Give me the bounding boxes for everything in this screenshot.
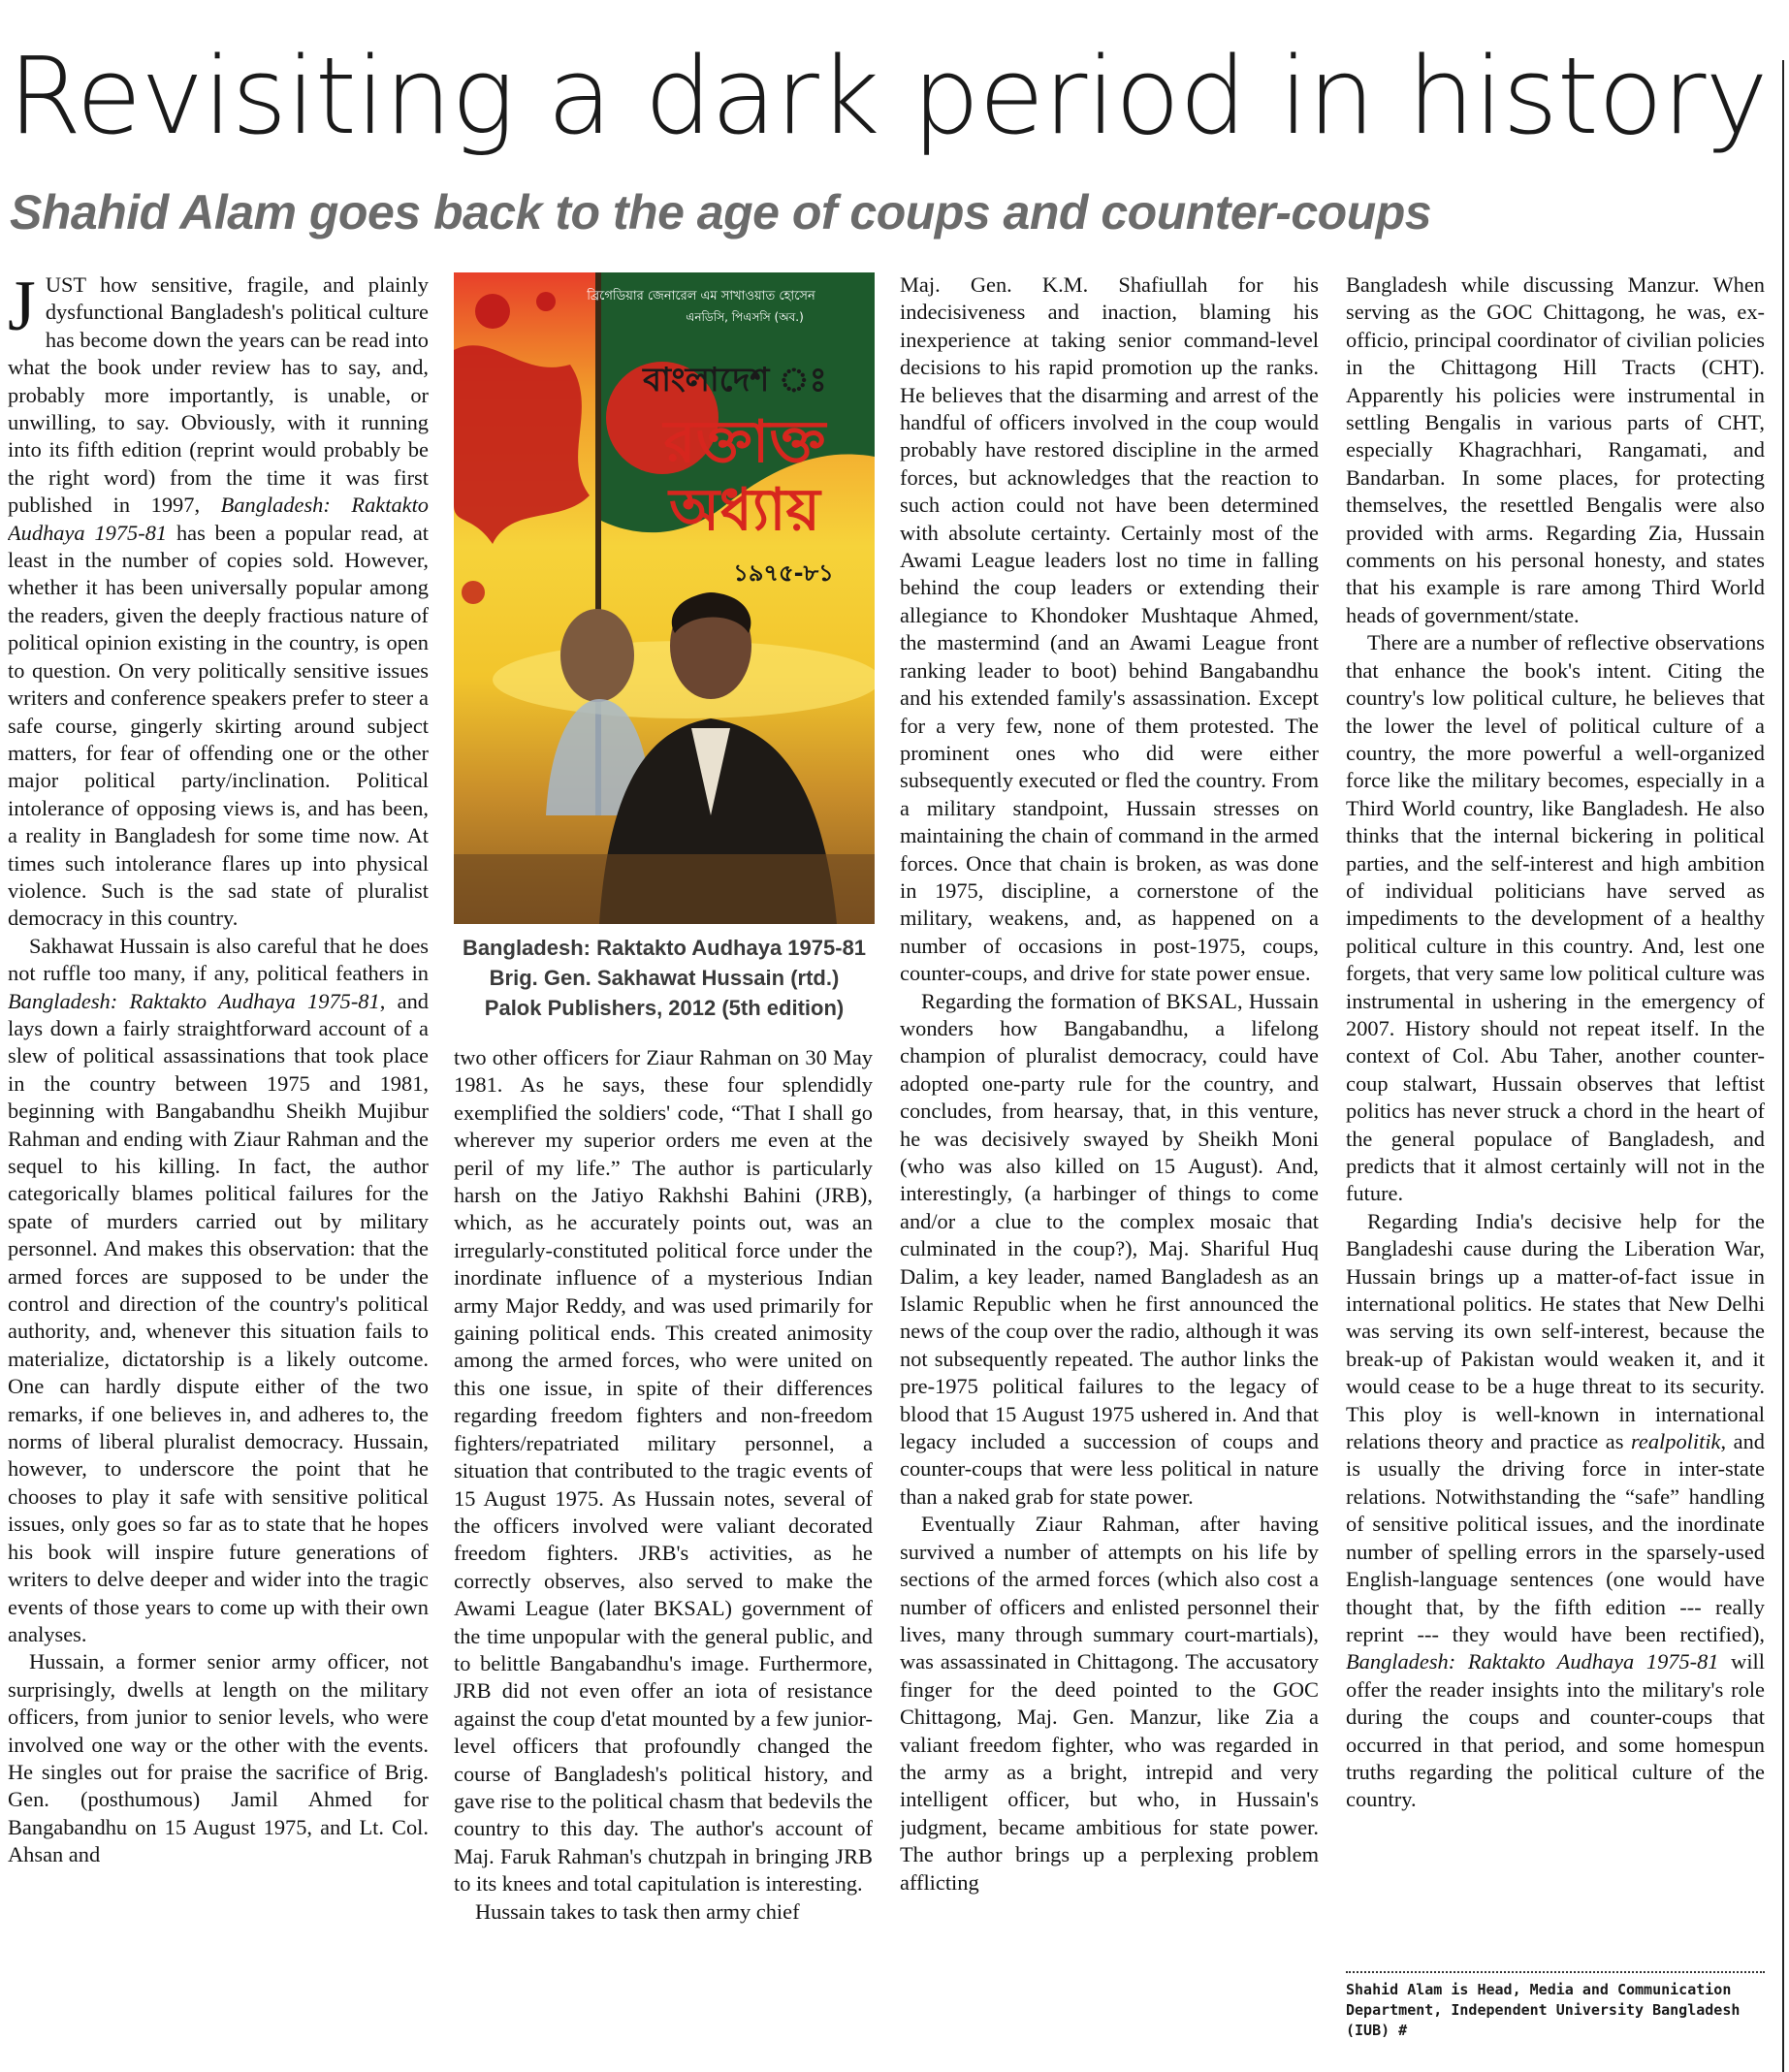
text-run: , and lays down a fairly straightforward account of a slew of political assassinations that took place in the country between 1975 and 1981, beginning with Bangabandhu Sheikh Mujibur Rahman and ending with Ziaur Rahman and the sequel to his killing. In fact, the author categorically blames political failures for the spate of murders carried out by military personnel. And makes this observation: that the armed forces are supposed to be under the control and direction of the country's political authority, and, whenever this situation fails to materialize, dictatorship is a likely outcome. One can hardly dispute either of the two remarks, if one believes in, and adheres to, the norms of liberal pluralist democracy. Hussain, however, to underscore the point that he chooses to play it safe with sensitive political issues, only goes so far as to state that he hopes his book will inspire future generations of writers to delve deeper and wider into the tragic events of those years to come up with their own analyses. [8, 988, 429, 1646]
cover-title-line-3: অধ্যায় [669, 476, 820, 544]
book-title: Bangladesh: Raktakto Audhaya 1975-81 [8, 988, 380, 1013]
article-column-3 [900, 271, 1319, 2065]
page-edge-rule [1782, 60, 1784, 2072]
cover-title-line-2: রক্তাক্ত [663, 408, 826, 476]
caption-line-1: Bangladesh: Raktakto Audhaya 1975-81 [462, 936, 867, 960]
paragraph-5: Hussain takes to task then army chief [475, 1898, 800, 1924]
cover-author-sub-text: এনডিসি, পিএসসি (অব.) [686, 310, 804, 324]
text-run: , and is usually the driving force in inter-state relations. Notwithstanding the “safe” handling of sensitive political issues, and the inordinate number of spelling errors in the sparsely-used English-language sentences (one would have thought that, by the fifth edition --- really reprint --- they would have been rectified), [1346, 1429, 1765, 1646]
headline: Revisiting a dark period in history [8, 34, 1768, 158]
paragraph-10: There are a number of reflective observations that enhance the book's intent. Citing the country's low political culture, he believes that the lower the level of political culture of a country, the more powerful a well-organized force like the military becomes, especially in a Third World country, like Bangladesh. He also thinks that the internal bickering in political parties, and the self-interest and high ambition of individual politicians have served as impediments to the development of a healthy political culture in this country. And, lest one forgets, that very same low political culture was instrumental in ushering in the emergency of 2007. History should not repeat itself. In the context of Col. Abu Taher, another counter-coup stalwart, Hussain observes that leftist politics has never struck a chord in the heart of the general populace of Bangladesh, and predicts that it almost certainly will not in the future. [1346, 630, 1765, 1206]
book-cover-illustration [454, 272, 875, 924]
caption-line-2: Brig. Gen. Sakhawat Hussain (rtd.) [489, 966, 840, 990]
cover-author-text: ব্রিগেডিয়ার জেনারেল এম সাখাওয়াত হোসেন [587, 289, 815, 303]
text-run: will offer the reader insights into the military's role during the coups and counter-coups that occurred in that period, and some homespun truths regarding the political culture of the country. [1346, 1649, 1765, 1812]
drop-cap: J [8, 271, 36, 346]
byline-divider [1346, 1971, 1765, 1973]
text-run: Regarding India's decisive help for the Bangladeshi cause during the Liberation War, Hussain brings up a matter-of-fact issue in international politics. He states that New Delhi was serving its own self-interest, because the break-up of Pakistan would weaken it, and it would cease to be a huge threat to its security. This ploy is well-known in international relations theory and practice as [1346, 1208, 1765, 1454]
book-title: Bangladesh: Raktakto Audhaya 1975-81 [8, 493, 429, 545]
caption-line-3: Palok Publishers, 2012 (5th edition) [484, 996, 845, 1020]
paragraph-1 [8, 271, 429, 933]
paragraph-7: Regarding the formation of BKSAL, Hussain wonders how Bangabandhu, a lifelong champion of pluralist democracy, could have adopted one-party rule for the country, and concludes, from hearsay, that, in this venture, he was decisively swayed by Sheikh Moni (who was also killed on 15 August). And, interestingly, (a harbinger of things to come and/or a clue to the complex mosaic that culminated in the coup?), Maj. Shariful Huq Dalim, a key leader, named Bangladesh as an Islamic Republic when he first announced the news of the coup over the radio, although it was not subsequently repeated. The author links the pre-1975 political failures to the legacy of blood that 15 August 1975 ushered in. And that legacy included a succession of coups and counter-coups that were less political in nature than a naked grab for state power. [900, 988, 1319, 1509]
paragraph-6: Maj. Gen. K.M. Shafiullah for his indecisiveness and inaction, blaming his inexperience at taking senior command-level decisions to his rapid promotion up the ranks. He believes that the disarming and arrest of the handful of officers involved in the coup would probably have restored discipline in the armed forces, but acknowledges that the reaction to such action could not have been determined with absolute certainty. Certainly most of the Awami League leaders lost no time in falling behind the coup leaders or extending their allegiance to Khondoker Mushtaque Ahmed, the mastermind (and an Awami League front ranking leader to boot) behind Bangabandhu and his extended family's assassination. Except for a very few, none of them protested. The prominent ones who did were either subsequently executed or fled the country. From a military standpoint, Hussain stresses on maintaining the chain of command in the armed forces. Once that chain is broken, as was done in 1975, discipline, a cornerstone of the military, weakens, and, as happened on a number of occasions in post-1975, coups, counter-coups, and drive for state power ensue. [900, 272, 1319, 986]
paragraph-4: two other officers for Ziaur Rahman on 30 May 1981. As he says, these four splendidly exemplified the soldiers' code, “That I shall go wherever my superior orders me even at the peril of my life.” The author is particularly harsh on the Jatiyo Rakhshi Bahini (JRB), which, as he accurately points out, was an irregularly-constituted political force under the inordinate influence of a mysterious Indian army Major Reddy, and was used primarily for gaining political ends. This created animosity among the armed forces, who were united on this one issue, in spite of their differences regarding freedom fighters and non-freedom fighters/repatriated military personnel, a situation that contributed to the tragic events of 15 August 1975. As Hussain notes, several of the officers involved were valiant decorated freedom fighters. JRB's activities, as he correctly observes, also served to make the Awami League (later BKSAL) government of the time unpopular with the general public, and to belittle Bangabandhu's image. Furthermore, JRB did not even offer an iota of resistance against the coup d'etat mounted by a few junior-level officers that profoundly changed the course of Bangladesh's political history, and gave rise to the political chasm that bedevils the country to this day. The author's account of Maj. Faruk Rahman's chutzpah in bringing JRB to its knees and total capitulation is interesting. [454, 1045, 873, 1897]
article-column-1 [8, 271, 429, 2065]
article-column-2 [454, 1044, 873, 2065]
image-caption [454, 933, 875, 1023]
paragraph-8: Eventually Ziaur Rahman, after having survived a number of attempts on his life by sections of the armed forces (which also cost a number of officers and enlisted personnel their lives, many through summary court-martials), was assassinated in Chittagong. The accusatory finger for the deed pointed to the GOC Chittagong, Maj. Gen. Manzur, like Zia a valiant freedom fighter, who was regarded in the army as a bright, intrepid and very intelligent officer, but who, in Hussain's judgment, became ambitious for state power. The author brings up a perplexing problem afflicting [900, 1512, 1319, 1895]
cover-title-line-1: বাংলাদেশ ঃ [643, 361, 827, 399]
italic-term: realpolitik [1631, 1429, 1721, 1454]
cover-years: ১৯৭৫-৮১ [733, 559, 834, 587]
text-run: Sakhawat Hussain is also careful that he does not ruffle too many, if any, political feathers in [8, 933, 429, 986]
paragraph-3: Hussain, a former senior army officer, not surprisingly, dwells at length on the military officers, from junior to senior levels, who were involved one way or the other with the events. He singles out for praise the sacrifice of Brig. Gen. (posthumous) Jamil Ahmed for Bangabandhu on 15 August 1975, and Lt. Col. Ahsan and [8, 1649, 429, 1867]
book-cover-image [454, 272, 875, 924]
book-title: Bangladesh: Raktakto Audhaya 1975-81 [1346, 1649, 1719, 1674]
article-column-4 [1346, 271, 1765, 1959]
paragraph-11 [1346, 1208, 1765, 1814]
subheadline: Shahid Alam goes back to the age of coups and counter-coups [10, 185, 1432, 239]
paragraph-9: Bangladesh while discussing Manzur. When serving as the GOC Chittagong, he was, ex-officio, principal coordinator of civilian policies in the Chittagong Hill Tracts (CHT). Apparently his policies were instrumental in settling Bengalis in various parts of CHT, especially Khagrachhari, Rangamati, and Bandarban. In some places, for protecting themselves, the resettled Bengalis were also provided with arms. Regarding Zia, Hussain comments on his personal honesty, and states that his example is rare among Third World heads of government/state. [1346, 272, 1765, 627]
text-run: UST how sensitive, fragile, and plainly dysfunctional Bangladesh's political culture has become down the years can be read into what the book under review has to say, and, probably more importantly, is unable, or unwilling, to say. Obviously, with it running into its fifth edition (reprint would probably be the right word) from the time it was first published in 1997, [8, 272, 429, 518]
text-run: has been a popular read, at least in the number of copies sold. However, whether it has been universally popular among the readers, given the deeply fractious nature of political opinion existing in the country, is open to question. On very politically sensitive issues writers and conference speakers prefer to steer a safe course, gingerly skirting around subject matters, for fear of offending one or the other major political party/inclination. Political intolerance of opposing views is, and has been, a reality in Bangladesh for some time now. At times such intolerance flares up into physical violence. Such is the sad state of pluralist democracy in this country. [8, 520, 429, 931]
author-byline: Shahid Alam is Head, Media and Communication Department, Independent University Bangladesh (IUB) # [1346, 1981, 1741, 2039]
paragraph-2 [8, 933, 429, 1649]
